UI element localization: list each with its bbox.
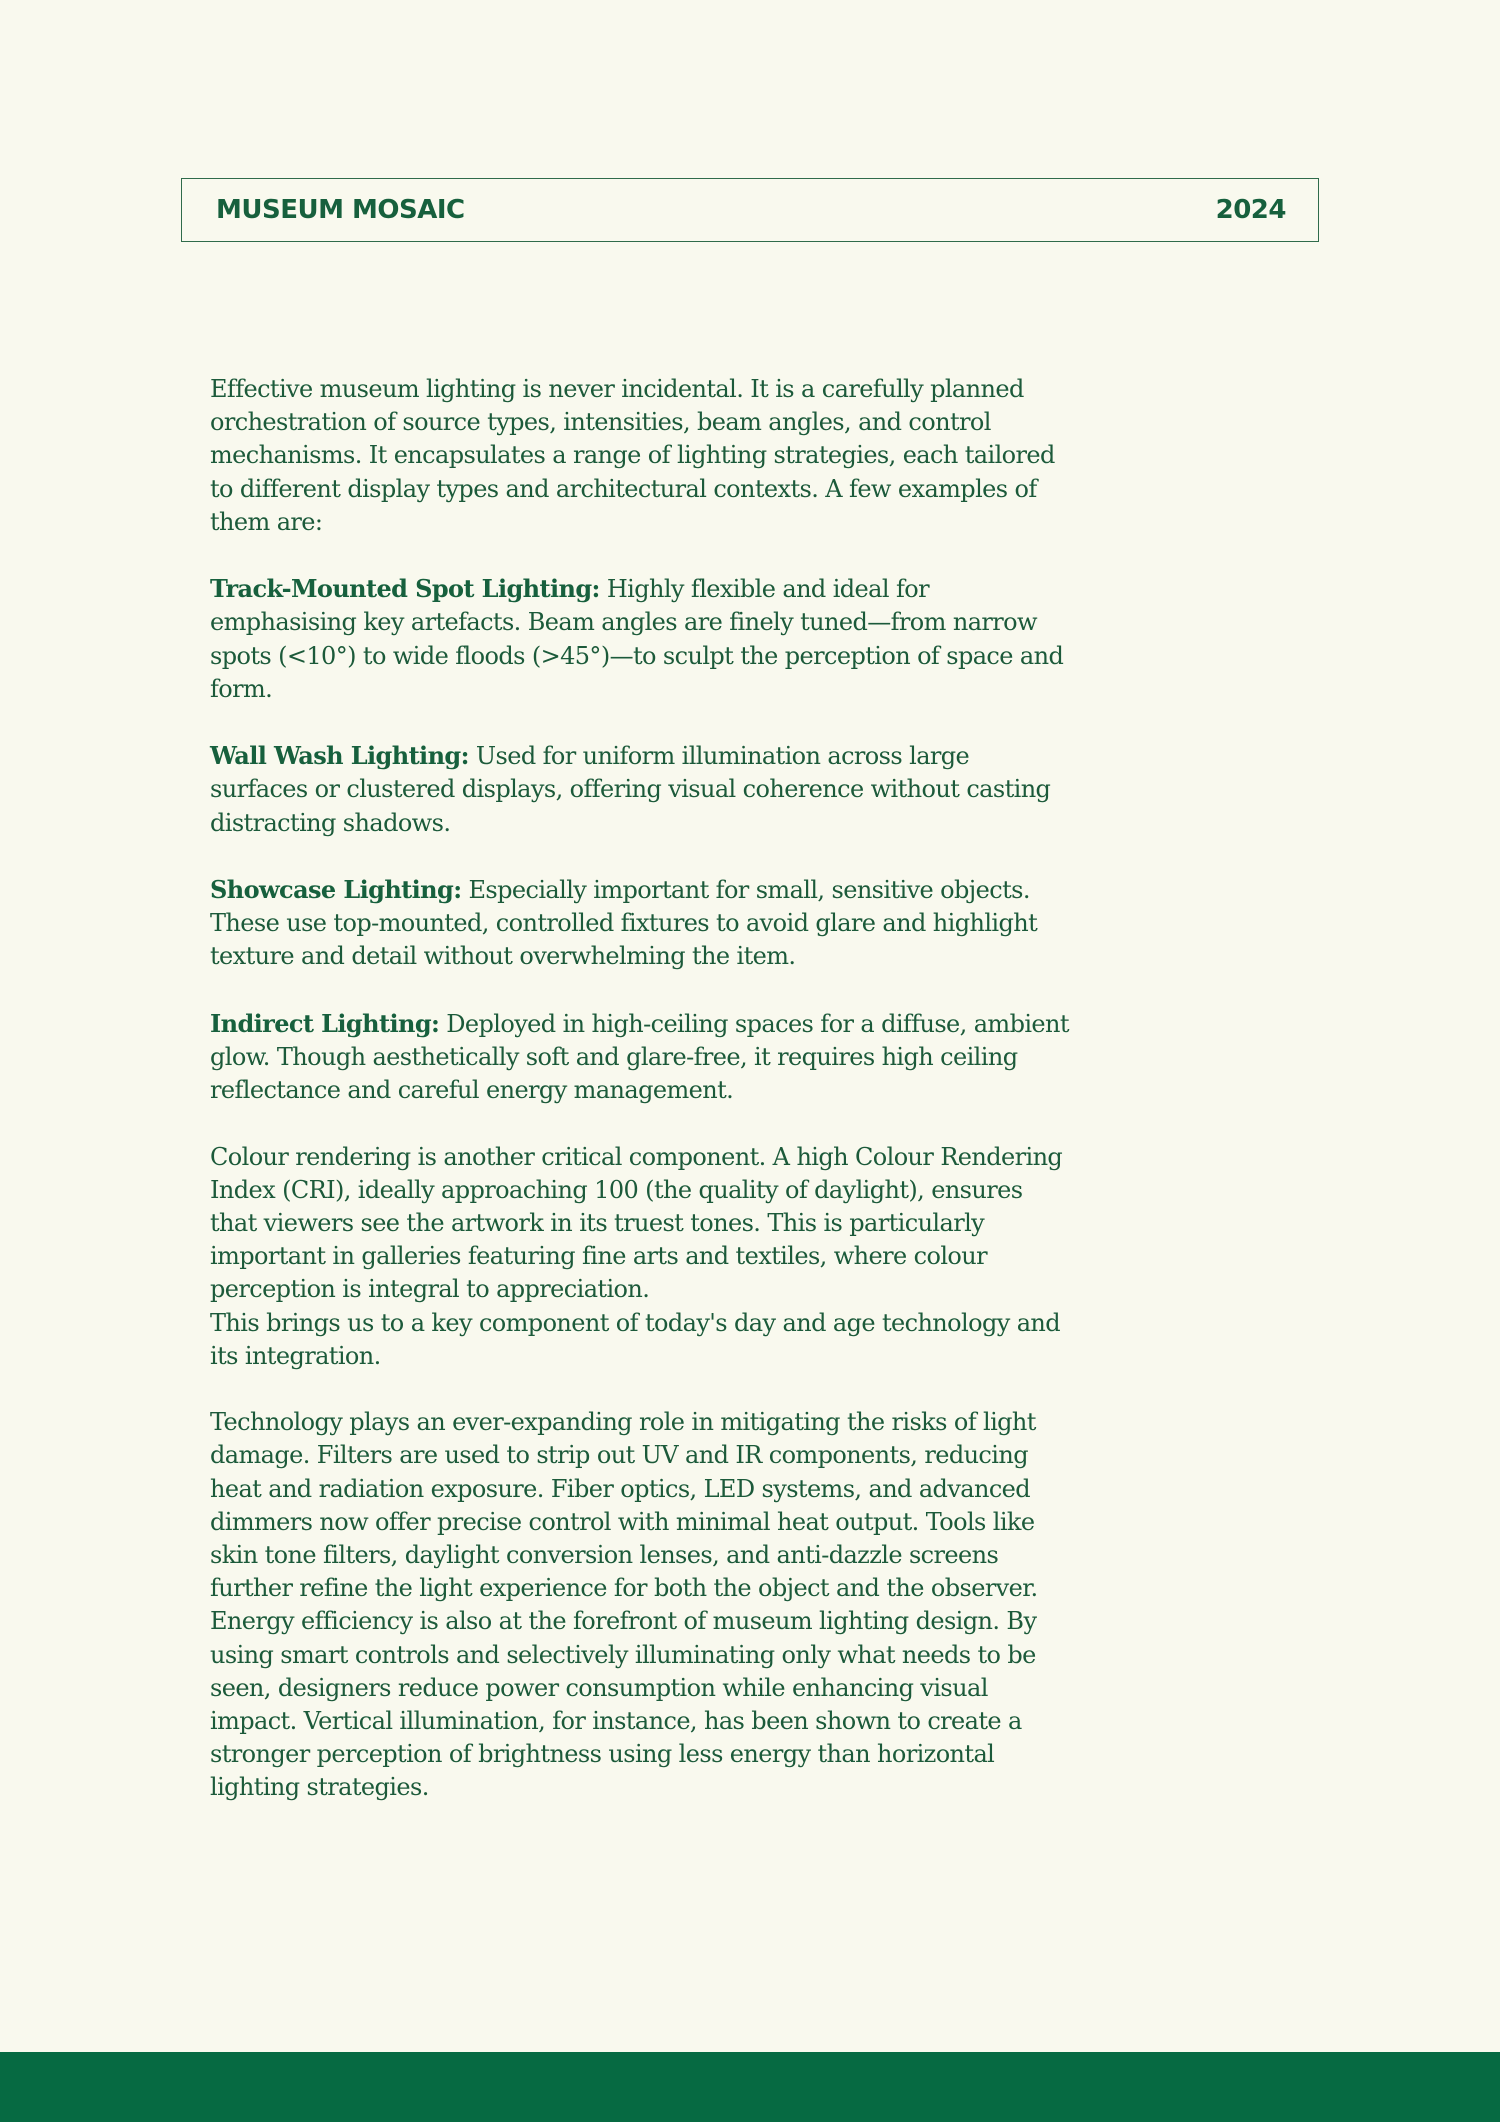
item-term: Wall Wash Lighting: — [210, 741, 469, 771]
list-item-indirect — [210, 1007, 1070, 1108]
technology-paragraph: Technology plays an ever-expanding role in mitigating the risks of light damage. Filters are used to strip out UV and IR components, reducing heat and radiation exposure. Fiber optics, LED systems, and advanced dimmers now offer precise control with minimal heat output. Tools like skin tone filters, daylight conversion lenses, and anti-dazzle screens further refine the light experience for both the object and the observer. Energy efficiency is also at the forefront of museum lighting design. By using smart controls and selectively illuminating only what needs to be seen, designers reduce power consumption while enhancing visual impact. Vertical illumination, for instance, has been shown to create a stronger perception of brightness using less energy than horizontal lighting strategies. — [210, 1408, 1038, 1802]
list-item-wall-wash — [210, 739, 1070, 840]
footer-bar — [0, 2052, 1500, 2122]
issue-year: 2024 — [1215, 195, 1286, 225]
list-item-showcase — [210, 873, 1070, 974]
item-term: Indirect Lighting: — [210, 1008, 440, 1038]
item-description: Highly flexible and ideal for emphasising key artefacts. Beam angles are finely tuned—from narrow spots (<10°) to wide floods (>45°)—to sculpt the perception of space and form. — [210, 575, 1064, 703]
magazine-title: MUSEUM MOSAIC — [216, 195, 465, 225]
item-description: Deployed in high-ceiling spaces for a diffuse, ambient glow. Though aesthetically soft and glare-free, it requires high ceiling reflectance and careful energy management. — [210, 1009, 1069, 1105]
article-body — [210, 373, 1070, 1838]
item-description: Especially important for small, sensitive objects. These use top-mounted, controlled fixtures to avoid glare and highlight texture and detail without overwhelming the item. — [210, 876, 1038, 971]
item-description: Used for uniform illumination across large surfaces or clustered displays, offering visual coherence without casting distracting shadows. — [210, 742, 1051, 837]
item-term: Track-Mounted Spot Lighting: — [210, 574, 600, 604]
colour-rendering-paragraph: Colour rendering is another critical component. A high Colour Rendering Index (CRI), ideally approaching 100 (the quality of daylight), ensures that viewers see the artwork in its truest tones. This is particularly important in galleries featuring fine arts and textiles, where colour perception is integral to appreciation. — [210, 1142, 1063, 1304]
intro-paragraph: Effective museum lighting is never incidental. It is a carefully planned orchestration of source types, intensities, beam angles, and control mechanisms. It encapsulates a range of lighting strategies, each tailored to different display types and architectural contexts. A few examples of them are: — [210, 375, 1055, 536]
item-term: Showcase Lighting: — [210, 875, 462, 904]
header-banner — [181, 178, 1319, 242]
list-item-track-lighting — [210, 572, 1070, 706]
bridge-paragraph: This brings us to a key component of today's day and age technology and its integration. — [210, 1308, 1061, 1370]
